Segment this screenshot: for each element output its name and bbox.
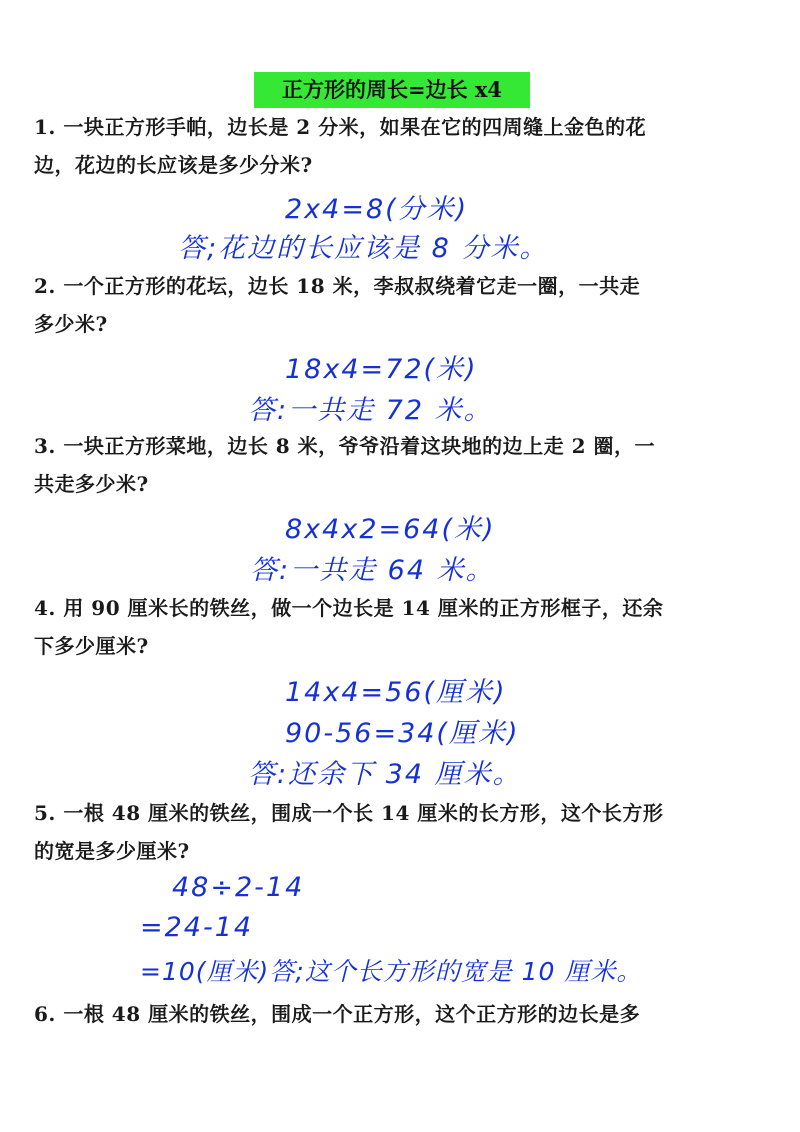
problem-6-text	[34, 995, 764, 1033]
problem-4-line2: 下多少厘米?	[34, 634, 149, 658]
problem-4-answer-2: 90-56=34(厘米)	[285, 718, 520, 749]
problem-4-text	[34, 589, 764, 665]
problem-1-answer-2: 答;花边的长应该是 8 分米。	[178, 233, 549, 264]
problem-2-answer-2: 答:一共走 72 米。	[248, 395, 493, 426]
problem-4-answer-1: 14x4=56(厘米)	[285, 677, 507, 708]
page-title: 正方形的周长=边长 x4	[254, 72, 530, 108]
problem-4-line1: 4. 用 90 厘米长的铁丝，做一个边长是 14 厘米的正方形框子，还余	[34, 596, 664, 620]
problem-2-answer-1: 18x4=72(米)	[285, 354, 478, 385]
problem-3-answer-2: 答:一共走 64 米。	[250, 555, 495, 586]
problem-1-line2: 边，花边的长应该是多少分米?	[34, 153, 313, 177]
problem-1-answer-1: 2x4=8(分米)	[285, 194, 469, 225]
problem-5-answer-2: =24-14	[140, 912, 254, 943]
problem-1-text	[34, 108, 764, 184]
problem-3-line2: 共走多少米?	[34, 472, 149, 496]
problem-4-answer-3: 答:还余下 34 厘米。	[248, 759, 522, 790]
problem-3-answer-1: 8x4x2=64(米)	[285, 514, 496, 545]
problem-6-line1: 6. 一根 48 厘米的铁丝，围成一个正方形，这个正方形的边长是多	[34, 1002, 641, 1026]
problem-2-text	[34, 267, 764, 343]
problem-1-line1: 1. 一块正方形手帕，边长是 2 分米，如果在它的四周缝上金色的花	[34, 115, 647, 139]
problem-5-line1: 5. 一根 48 厘米的铁丝，围成一个长 14 厘米的长方形，这个长方形	[34, 801, 664, 825]
problem-5-line2: 的宽是多少厘米?	[34, 839, 190, 863]
problem-5-answer-3: =10(厘米)答;这个长方形的宽是 10 厘米。	[140, 957, 643, 986]
problem-3-line1: 3. 一块正方形菜地，边长 8 米，爷爷沿着这块地的边上走 2 圈，一	[34, 434, 656, 458]
problem-5-text	[34, 794, 764, 870]
problem-2-line1: 2. 一个正方形的花坛，边长 18 米，李叔叔绕着它走一圈，一共走	[34, 274, 641, 298]
problem-3-text	[34, 427, 764, 503]
problem-2-line2: 多少米?	[34, 312, 108, 336]
problem-5-answer-1: 48÷2-14	[172, 872, 305, 903]
